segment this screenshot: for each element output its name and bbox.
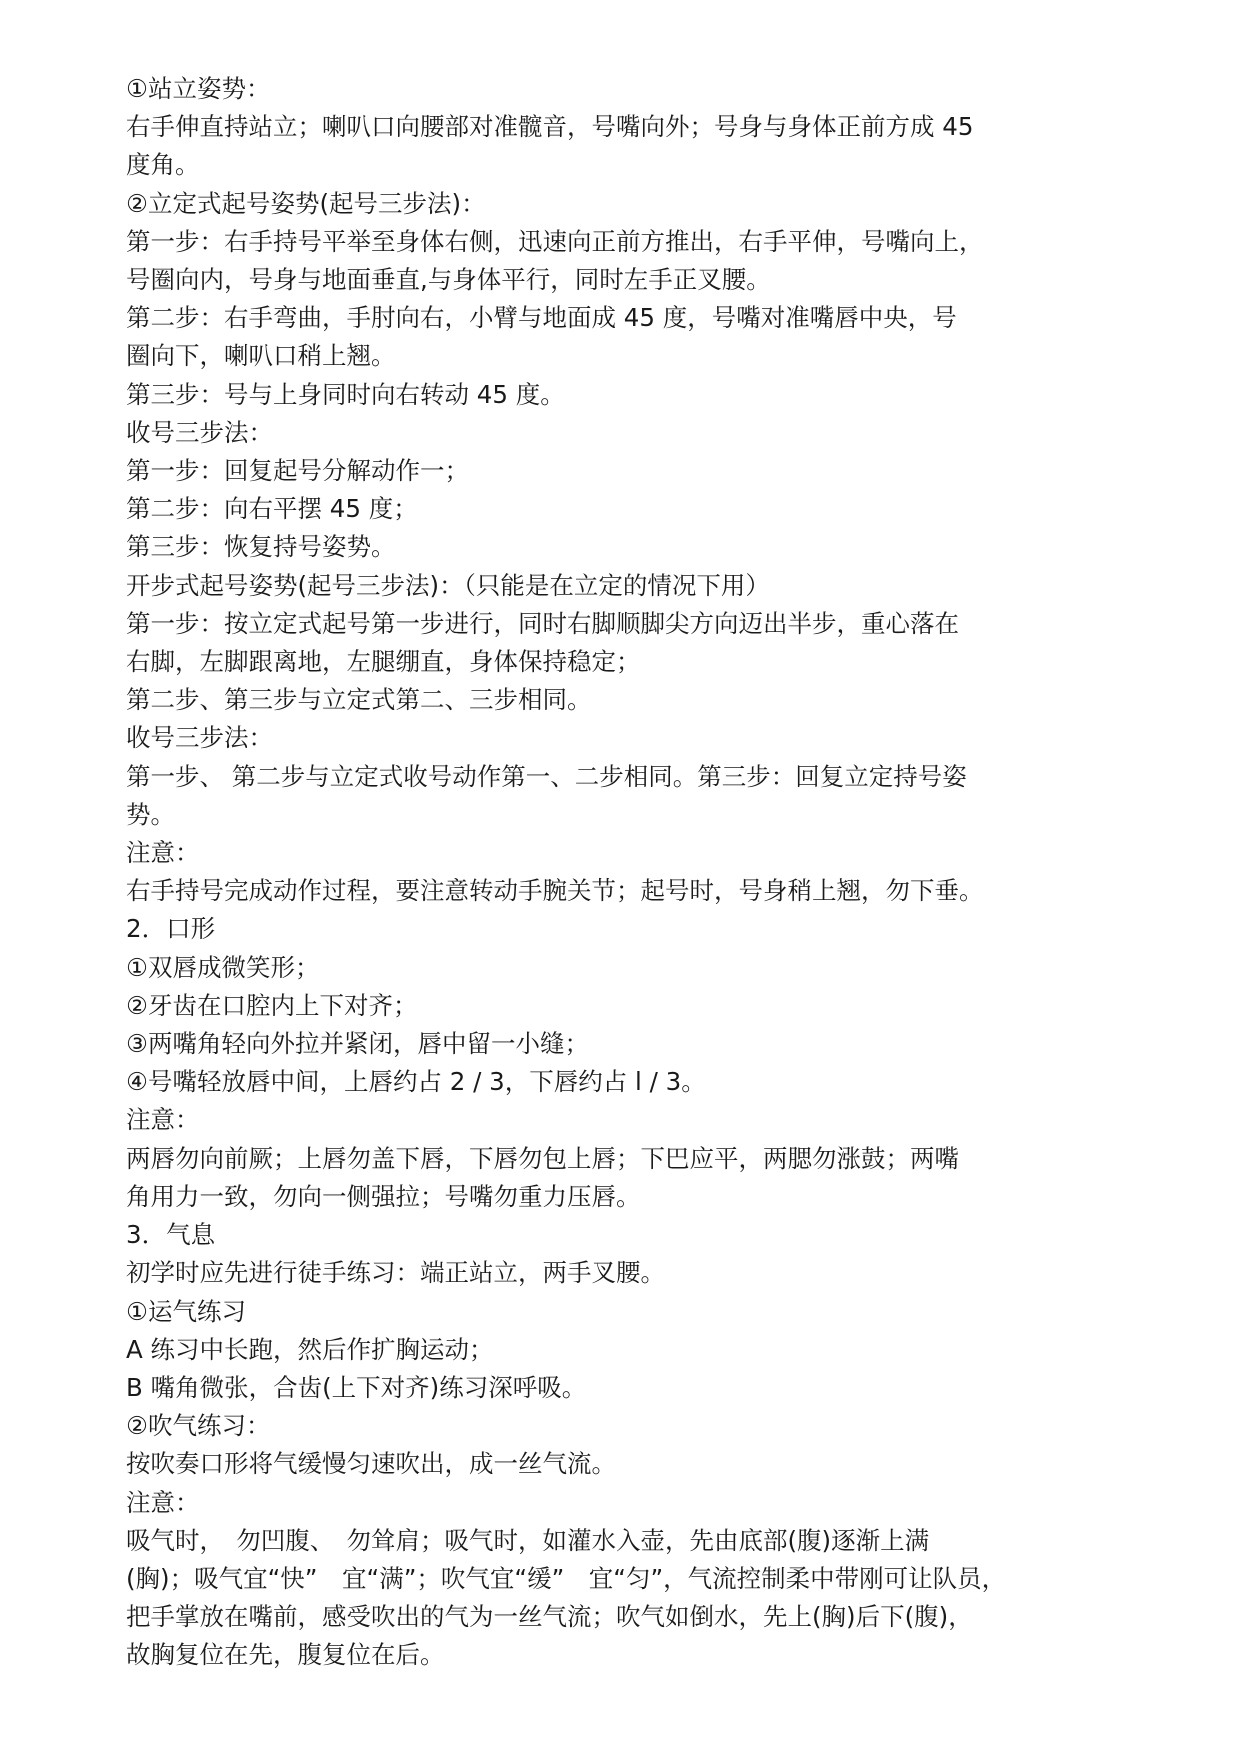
text-line: 把手掌放在嘴前，感受吹出的气为一丝气流；吹气如倒水，先上(胸)后下(腹)， [126, 1602, 973, 1632]
text-line: 3．气息 [126, 1220, 216, 1250]
text-line: 注意： [126, 1487, 200, 1517]
text-line: ④号嘴轻放唇中间，上唇约占 2 / 3，下唇约占 l / 3。 [126, 1067, 706, 1097]
text-line: 右手伸直持站立；喇叭口向腰部对准髋音，号嘴向外；号身与身体正前方成 45 [126, 112, 974, 142]
text-line: 第二步、第三步与立定式第二、三步相同。 [126, 685, 592, 715]
text-line: 第三步：恢复持号姿势。 [126, 532, 396, 562]
text-line: 号圈向内，号身与地面垂直,与身体平行，同时左手正叉腰。 [126, 265, 771, 295]
document-body [126, 70, 1156, 1675]
text-line: A 练习中长跑，然后作扩胸运动； [126, 1334, 494, 1364]
text-line: ①运气练习 [126, 1296, 246, 1326]
text-line: 角用力一致，勿向一侧强拉；号嘴勿重力压唇。 [126, 1181, 641, 1211]
text-line: 第二步：右手弯曲，手肘向右，小臂与地面成 45 度，号嘴对准嘴唇中央，号 [126, 303, 957, 333]
text-line: 初学时应先进行徒手练习：端正站立，两手叉腰。 [126, 1258, 665, 1288]
text-line: 右手持号完成动作过程，要注意转动手腕关节；起号时，号身稍上翘，勿下垂。 [126, 876, 984, 906]
text-line: ②立定式起号姿势(起号三步法)： [126, 188, 486, 218]
text-line: 开步式起号姿势(起号三步法)：（只能是在立定的情况下用） [126, 570, 770, 600]
text-line: 收号三步法： [126, 723, 273, 753]
text-line: 注意： [126, 1105, 200, 1135]
text-line: ②吹气练习： [126, 1411, 271, 1441]
text-line: 故胸复位在先，腹复位在后。 [126, 1640, 445, 1670]
text-line: ①双唇成微笑形； [126, 952, 320, 982]
text-line: 第二步：向右平摆 45 度； [126, 494, 418, 524]
text-line: 第三步：号与上身同时向右转动 45 度。 [126, 379, 565, 409]
text-line: 注意： [126, 838, 200, 868]
text-line: B 嘴角微张，合齿(上下对齐)练习深呼吸。 [126, 1372, 587, 1402]
text-line: ③两嘴角轻向外拉并紧闭，唇中留一小缝； [126, 1029, 589, 1059]
text-line: 两唇勿向前厥；上唇勿盖下唇，下唇勿包上唇；下巴应平，两腮勿涨鼓；两嘴 [126, 1143, 959, 1173]
text-line: (胸)；吸气宜“快” 宜“满”；吹气宜“缓” 宜“匀”，气流控制柔中带刚可让队员， [126, 1563, 1007, 1593]
text-line: 收号三步法： [126, 417, 273, 447]
text-line: 第一步：右手持号平举至身体右侧，迅速向正前方推出，右手平伸，号嘴向上， [126, 226, 984, 256]
text-line: ②牙齿在口腔内上下对齐； [126, 990, 418, 1020]
text-line: ①站立姿势： [126, 74, 271, 103]
text-line: 吸气时， 勿凹腹、 勿耸肩；吸气时，如灌水入壶，先由底部(腹)逐渐上满 [126, 1525, 930, 1555]
text-line: 圈向下，喇叭口稍上翘。 [126, 341, 396, 371]
text-line: 势。 [126, 799, 175, 829]
text-line: 度角。 [126, 150, 200, 180]
text-line: 第一步：回复起号分解动作一； [126, 456, 469, 486]
text-line: 第一步：按立定式起号第一步进行，同时右脚顺脚尖方向迈出半步，重心落在 [126, 608, 959, 638]
text-line: 右脚，左脚跟离地，左腿绷直，身体保持稳定； [126, 647, 641, 677]
text-line: 2．口形 [126, 914, 216, 944]
text-line: 按吹奏口形将气缓慢匀速吹出，成一丝气流。 [126, 1449, 616, 1479]
text-line: 第一步、 第二步与立定式收号动作第一、二步相同。第三步：回复立定持号姿 [126, 761, 967, 791]
